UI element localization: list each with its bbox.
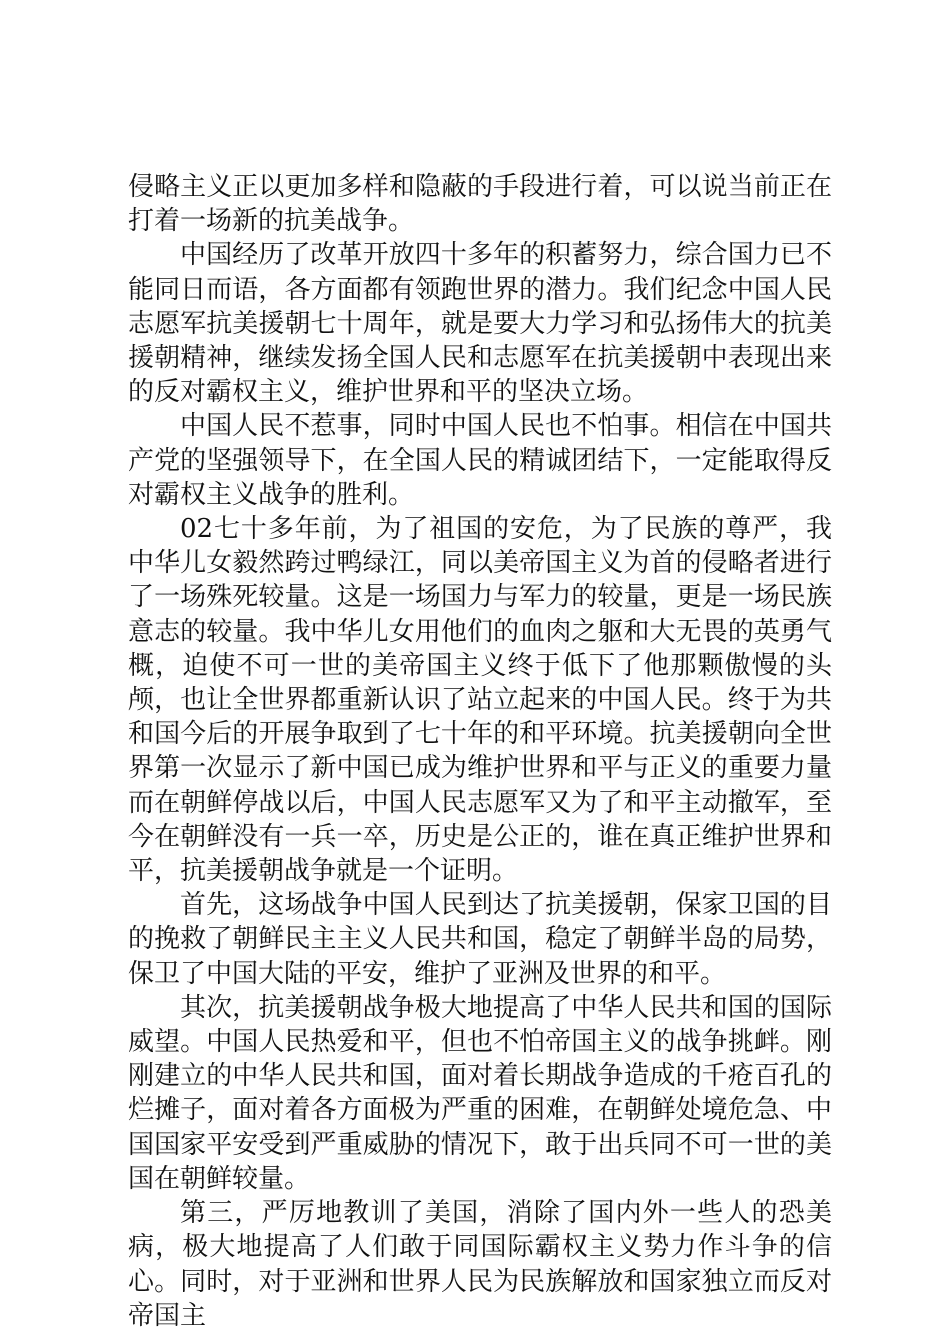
paragraph-7: 第三，严厉地教训了美国，消除了国内外一些人的恐美病，极大地提高了人们敢于同国际霸权主义势力作斗争的信心。同时，对于亚洲和世界人民为民族解放和国家独立而反对帝国主 xyxy=(128,1198,832,1331)
document-body xyxy=(128,170,832,1333)
paragraph-4: 02七十多年前，为了祖国的安危，为了民族的尊严，我中华儿女毅然跨过鸭绿江，同以美帝国主义为首的侵略者进行了一场殊死较量。这是一场国力与军力的较量，更是一场民族意志的较量。我中华儿女用他们的血肉之躯和大无畏的英勇气概，迫使不可一世的美帝国主义终于低下了他那颗傲慢的头颅，也让全世界都重新认识了站立起来的中国人民。终于为共和国今后的开展争取到了七十年的和平环境。抗美援朝向全世界第一次显示了新中国已成为维护世界和平与正义的重要力量而在朝鲜停战以后，中国人民志愿军又为了和平主动撤军，至今在朝鲜没有一兵一卒，历史是公正的，谁在真正维护世界和平，抗美援朝战争就是一个证明。 xyxy=(128,514,832,887)
paragraph-6: 其次，抗美援朝战争极大地提高了中华人民共和国的国际威望。中国人民热爱和平，但也不怕帝国主义的战争挑衅。刚刚建立的中华人民共和国，面对着长期战争造成的千疮百孔的烂摊子，面对着各方面极为严重的困难，在朝鲜处境危急、中国国家平安受到严重威胁的情况下，敢于出兵同不可一世的美国在朝鲜较量。 xyxy=(128,992,832,1194)
paragraph-1: 侵略主义正以更加多样和隐蔽的手段进行着，可以说当前正在打着一场新的抗美战争。 xyxy=(128,172,832,237)
paragraph-5: 首先，这场战争中国人民到达了抗美援朝，保家卫国的目的挽救了朝鲜民主主义人民共和国，稳定了朝鲜半岛的局势，保卫了中国大陆的平安，维护了亚洲及世界的和平。 xyxy=(128,890,832,989)
paragraph-2: 中国经历了改革开放四十多年的积蓄努力，综合国力已不能同日而语，各方面都有领跑世界的潜力。我们纪念中国人民志愿军抗美援朝七十周年，就是要大力学习和弘扬伟大的抗美援朝精神，继续发扬全国人民和志愿军在抗美援朝中表现出来的反对霸权主义，维护世界和平的坚决立场。 xyxy=(128,240,832,408)
paragraph-3: 中国人民不惹事，同时中国人民也不怕事。相信在中国共产党的坚强领导下，在全国人民的精诚团结下，一定能取得反对霸权主义战争的胜利。 xyxy=(128,411,832,510)
